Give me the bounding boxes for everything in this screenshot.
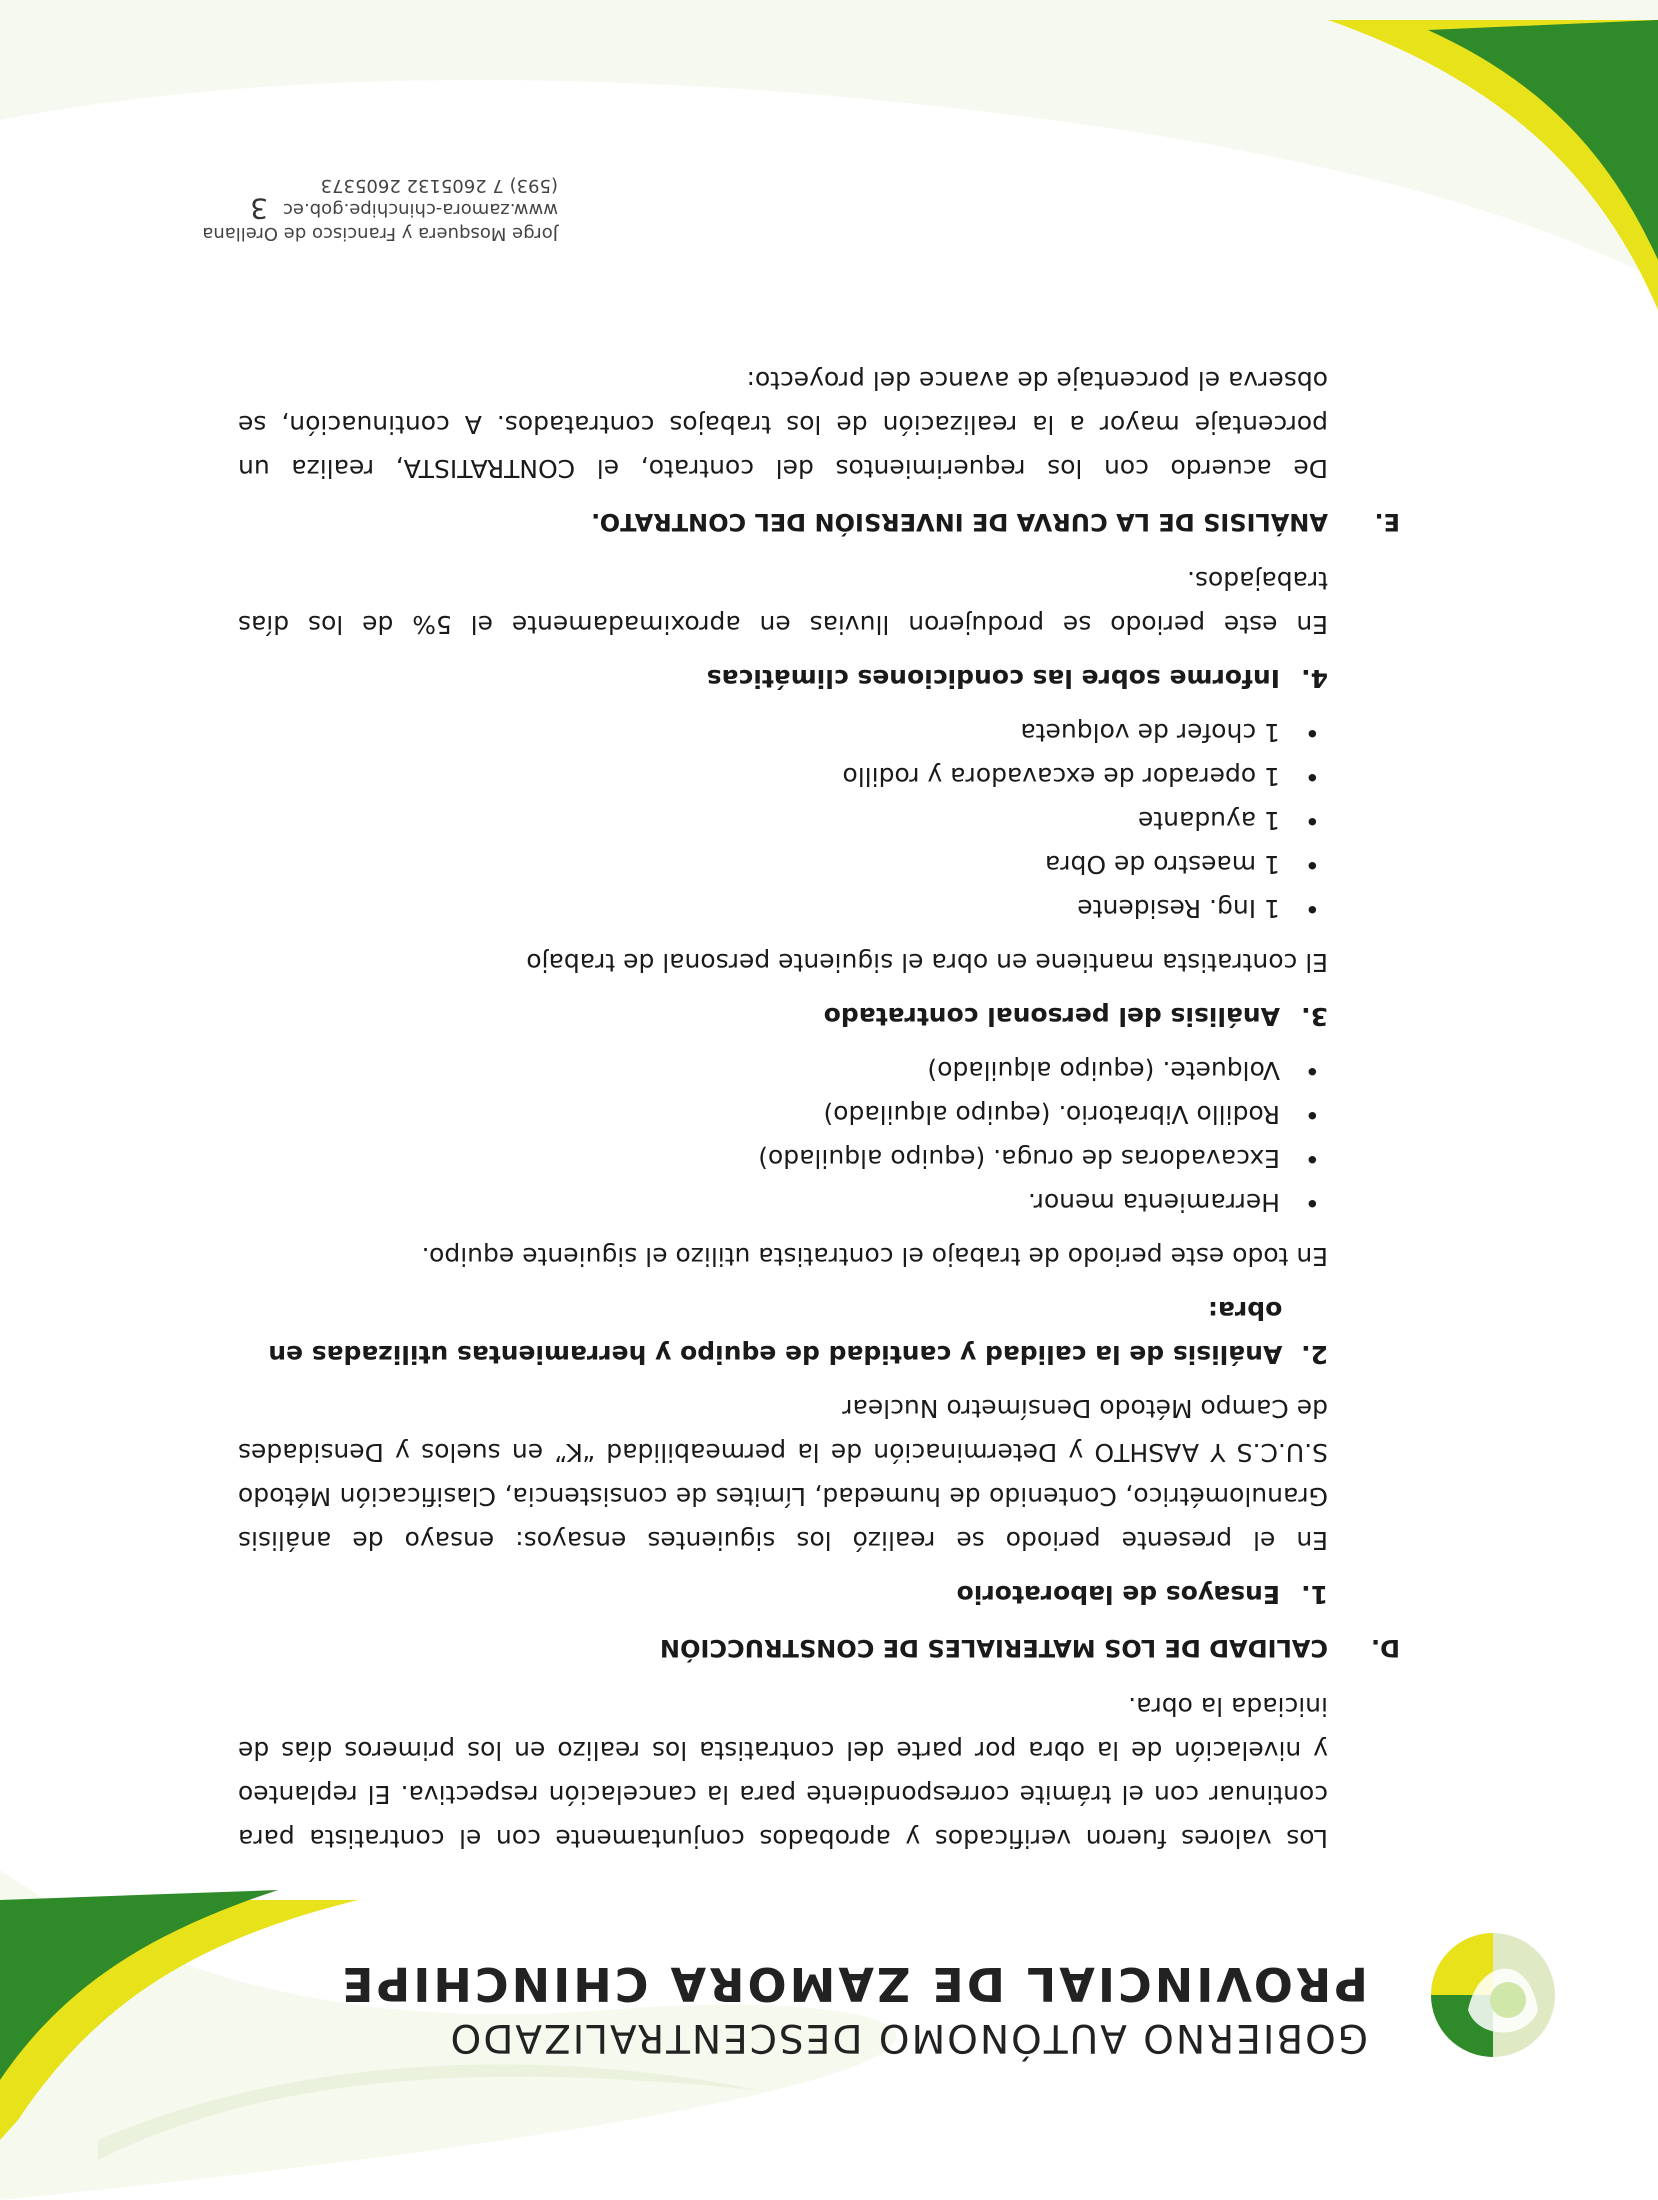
list-item: • 1 maestro de Obra — [238, 842, 1328, 886]
section-e-text: De acuerdo con los requerimientos del contrato, el CONTRATISTA, realiza un porcentaje mayor a la realización de los trabajos contratados. A continuación, se observa el porcentaje de avance del proyecto: — [238, 366, 1328, 483]
subsection-4-heading — [238, 656, 1328, 700]
list-item: • 1 operador de excavadora y rodillo — [238, 754, 1328, 798]
subsection-3-text: El contratista mantiene en obra el siguiente personal de trabajo — [526, 948, 1328, 977]
section-e-title: ANÁLISIS DE LA CURVA DE INVERSIÓN DEL CONTRATO. — [591, 508, 1328, 536]
footer-phone: (593) 7 2605132 2605373 — [320, 175, 558, 196]
subsection-2-title: Análisis de la calidad y cantidad de equipo y herramientas utilizadas en obra: — [268, 1296, 1283, 1369]
section-d-letter: D. — [1370, 1634, 1400, 1662]
header-title — [339, 1957, 1368, 2060]
subsection-1-title: Ensayos de laboratorio — [956, 1580, 1280, 1609]
subsection-1-text: En el presente periodo se realizó los siguientes ensayos: ensayo de análisis Granulométrico, Contenido de humedad, Límites de consistencia, Clasificación Método S.U.C.S Y AASHTO y Determinación de la permeabilidad “K” en suelos y Densidades de Campo Método Densímetro Nuclear — [238, 1394, 1328, 1555]
section-e-letter: E. — [1374, 508, 1400, 536]
subsection-1-number: 1. — [1301, 1580, 1328, 1609]
list-item: • Rodillo Vibratorio. (equipo alquilado) — [238, 1092, 1328, 1136]
footer-website: www.zamora-chinchipe.gob.ec — [283, 199, 558, 220]
footer-address: Jorge Mosquera y Francisco de Orellana — [202, 223, 558, 244]
header-line2: PROVINCIAL DE ZAMORA CHINCHIPE — [339, 1957, 1368, 2011]
section-d-title: CALIDAD DE LOS MATERIALES DE CONSTRUCCIÓN — [659, 1634, 1328, 1662]
list-item: • 1 Ing. Residente — [238, 886, 1328, 930]
subsection-2-text: En todo este periodo de trabajo el contratista utilizo el siguiente equipo. — [421, 1242, 1328, 1271]
document-body — [238, 348, 1400, 1860]
subsection-1-heading — [238, 1572, 1328, 1616]
list-item: • 1 chofer de volqueta — [238, 710, 1328, 754]
list-item: • Volquete. (equipo alquilado) — [238, 1048, 1328, 1092]
gad-logo-icon — [1418, 1920, 1568, 2070]
subsection-3-title: Análisis del personal contratado — [823, 1002, 1280, 1031]
personnel-list — [238, 710, 1328, 930]
equipment-list — [238, 1048, 1328, 1224]
header-line1: GOBIERNO AUTÓNOMO DESCENTRALIZADO — [448, 2015, 1368, 2060]
subsection-2-heading — [238, 1288, 1328, 1376]
subsection-2-number: 2. — [1301, 1340, 1328, 1369]
footer-contact — [202, 173, 558, 245]
subsection-4-text: En este periodo se produjeron lluvias en aproximadamente el 5% de los días trabajados. — [238, 566, 1328, 639]
section-d-heading — [238, 1626, 1400, 1670]
list-item: • Excavadoras de oruga. (equipo alquilado) — [238, 1136, 1328, 1180]
section-e-heading — [238, 500, 1400, 544]
subsection-4-number: 4. — [1301, 664, 1328, 693]
intro-paragraph: Los valores fueron verificados y aprobados conjuntamente con el contratista para continuar con el trámite correspondiente para la cancelación respectiva. El replanteo y nivelación de la obra por parte del contratista los realizo en los primeros días de iniciada la obra. — [238, 1692, 1328, 1853]
list-item: • Herramienta menor. — [238, 1180, 1328, 1224]
page-number: 3 — [250, 192, 268, 225]
list-item: • 1 ayudante — [238, 798, 1328, 842]
subsection-3-number: 3. — [1301, 1002, 1328, 1031]
subsection-3-heading — [238, 994, 1328, 1038]
footer-swoosh-graphic — [0, 0, 1658, 320]
subsection-4-title: Informe sobre las condiciones climáticas — [706, 664, 1280, 693]
